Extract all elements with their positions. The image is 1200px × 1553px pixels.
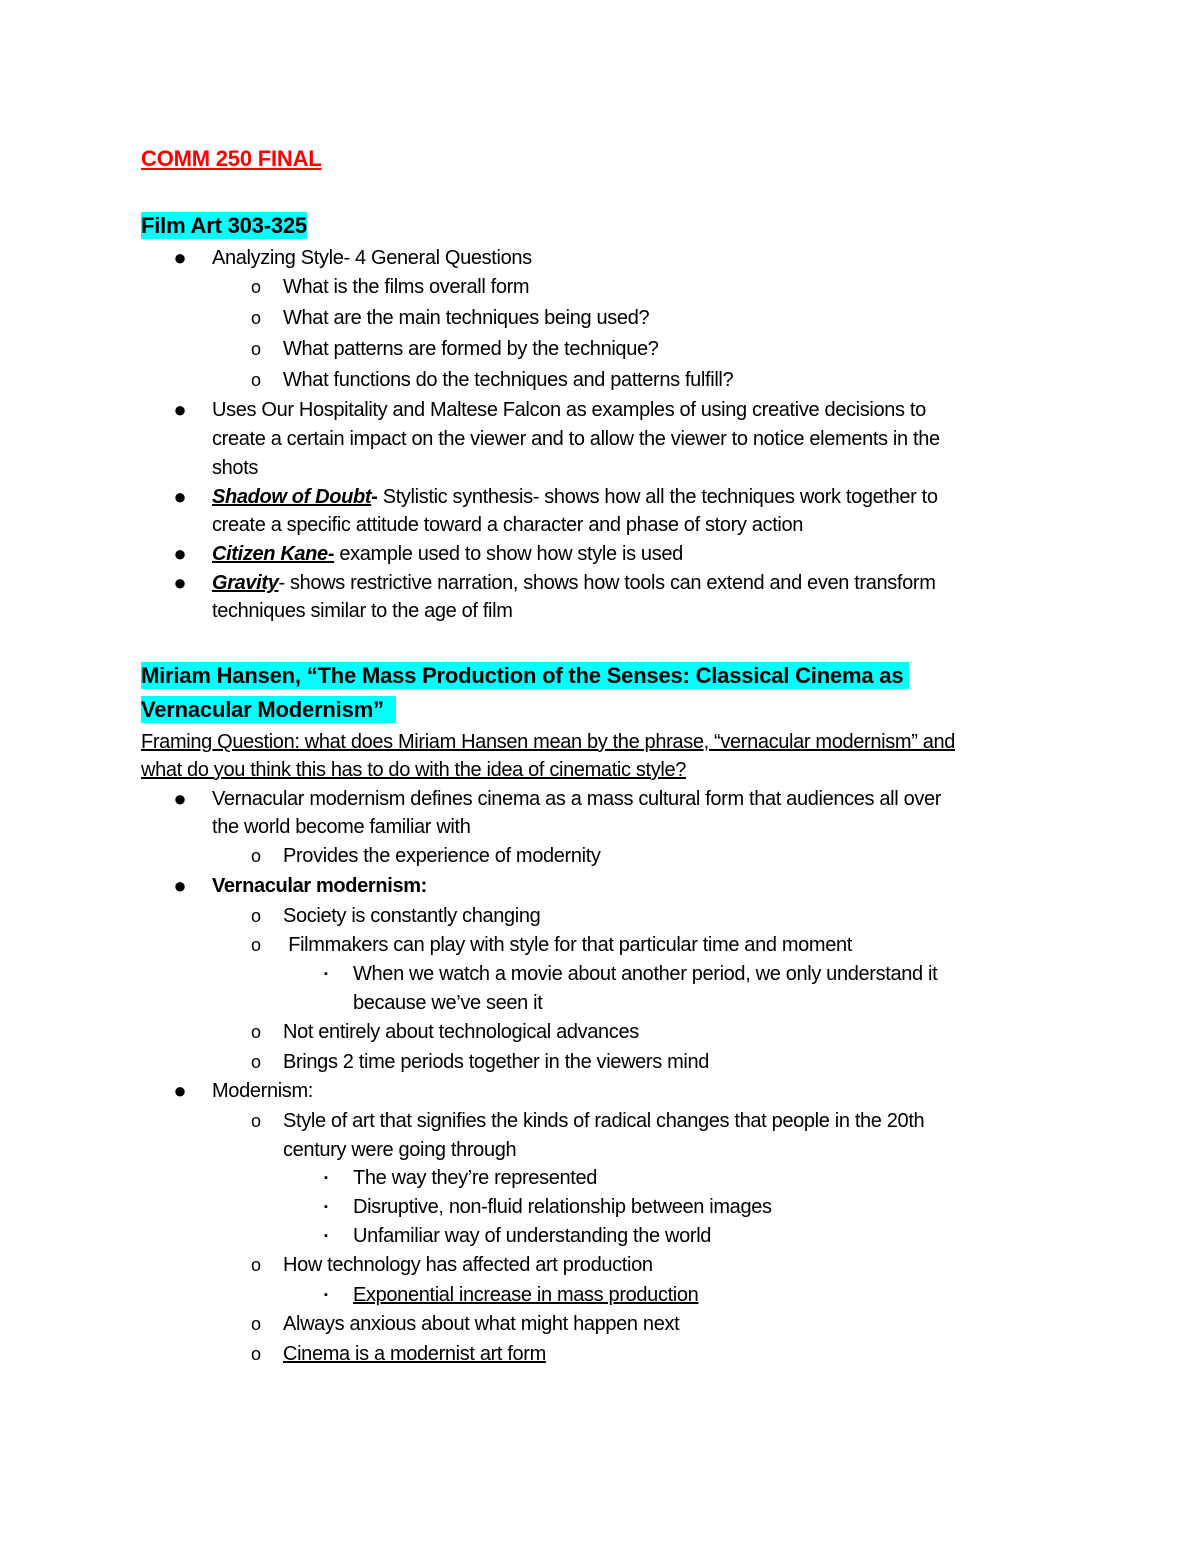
film-title-citizen-kane: Citizen Kane (212, 543, 328, 565)
bullet-marker: ● (173, 1078, 187, 1103)
sub-sub-list-item: Unfamiliar way of understanding the world (353, 1225, 712, 1247)
circle-marker: o (250, 308, 261, 328)
circle-marker: o (250, 1314, 261, 1334)
framing-question: what do you think this has to do with the idea of cinematic style? (141, 759, 686, 781)
film-title-gravity: Gravity (212, 572, 279, 594)
list-item-line: shots (212, 457, 259, 479)
list-item-text: - shows restrictive narration, shows how tools can extend and even transform (278, 572, 936, 594)
bullet-marker: ● (173, 873, 187, 898)
document-title: COMM 250 FINAL (141, 146, 322, 171)
circle-marker: o (250, 1344, 261, 1364)
sub-list-item: What patterns are formed by the technique? (283, 338, 659, 360)
section-heading-text: Vernacular Modernism” (141, 696, 396, 723)
sub-list-item: Provides the experience of modernity (283, 845, 601, 867)
lead-separator: - (371, 486, 383, 508)
sub-sub-list-item: Disruptive, non-fluid relationship between images (353, 1196, 772, 1218)
list-item-line (212, 484, 938, 510)
list-item-line: create a specific attitude toward a character and phase of story action (212, 514, 804, 536)
list-item-line: create a certain impact on the viewer and to allow the viewer to notice elements in the (212, 428, 940, 450)
list-item-text: example used to show how style is used (334, 543, 683, 565)
circle-marker: o (250, 370, 261, 390)
sub-list-item: Not entirely about technological advances (283, 1021, 639, 1043)
list-item-line (212, 541, 683, 567)
circle-marker: o (250, 1022, 261, 1042)
square-marker: ▪ (324, 968, 328, 980)
section-heading-text: Miriam Hansen, “The Mass Production of the Senses: Classical Cinema as (141, 662, 909, 689)
bullet-marker: ● (173, 484, 187, 509)
lead-separator: - (327, 543, 335, 565)
sub-list-item: Always anxious about what might happen next (283, 1313, 680, 1335)
sub-sub-list-item: Exponential increase in mass production (353, 1284, 699, 1306)
sub-list-item: Style of art that signifies the kinds of radical changes that people in the 20th (283, 1110, 925, 1132)
sub-sub-list-item: because we’ve seen it (353, 992, 543, 1014)
bullet-marker: ● (173, 397, 187, 422)
sub-list-item: What functions do the techniques and patterns fulfill? (283, 369, 734, 391)
square-marker: ▪ (324, 1172, 328, 1184)
circle-marker: o (250, 846, 261, 866)
sub-list-item: Society is constantly changing (283, 905, 541, 927)
list-item-bold: Vernacular modernism: (212, 875, 427, 897)
square-marker: ▪ (324, 1230, 328, 1242)
sub-list-item: What are the main techniques being used? (283, 307, 650, 329)
square-marker: ▪ (324, 1289, 328, 1301)
list-item-line: the world become familiar with (212, 816, 471, 838)
section-heading-film-art (141, 213, 307, 239)
circle-marker: o (250, 277, 261, 297)
sub-sub-list-item: The way they’re represented (353, 1167, 598, 1189)
list-item-line: Uses Our Hospitality and Maltese Falcon as examples of using creative decisions to (212, 399, 926, 421)
circle-marker: o (250, 339, 261, 359)
list-item-line: techniques similar to the age of film (212, 600, 513, 622)
sub-list-item: century were going through (283, 1139, 517, 1161)
circle-marker: o (250, 935, 261, 955)
bullet-marker: ● (173, 570, 187, 595)
framing-question: Framing Question: what does Miriam Hansen mean by the phrase, “vernacular modernism” and (141, 731, 956, 753)
list-item: Modernism: (212, 1080, 313, 1102)
section-heading-text: Film Art 303-325 (141, 213, 307, 238)
list-item: Analyzing Style- 4 General Questions (212, 247, 532, 269)
sub-list-item: Filmmakers can play with style for that particular time and moment (283, 934, 852, 956)
circle-marker: o (250, 906, 261, 926)
bullet-marker: ● (173, 786, 187, 811)
sub-list-item: Brings 2 time periods together in the viewers mind (283, 1051, 710, 1073)
sub-sub-list-item: When we watch a movie about another period, we only understand it (353, 963, 938, 985)
sub-list-item: Cinema is a modernist art form (283, 1343, 546, 1365)
list-item-text: Stylistic synthesis- shows how all the techniques work together to (382, 486, 938, 508)
bullet-marker: ● (173, 541, 187, 566)
circle-marker: o (250, 1255, 261, 1275)
sub-list-item: How technology has affected art production (283, 1254, 653, 1276)
bullet-marker: ● (173, 245, 187, 270)
section-heading-hansen-cont (141, 697, 396, 723)
list-item-line (212, 570, 936, 596)
sub-list-item: What is the films overall form (283, 276, 530, 298)
circle-marker: o (250, 1052, 261, 1072)
film-title-shadow-of-doubt: Shadow of Doubt (212, 486, 372, 508)
section-heading-hansen (141, 663, 909, 689)
square-marker: ▪ (324, 1201, 328, 1213)
list-item-line: Vernacular modernism defines cinema as a mass cultural form that audiences all over (212, 788, 942, 810)
circle-marker: o (250, 1111, 261, 1131)
